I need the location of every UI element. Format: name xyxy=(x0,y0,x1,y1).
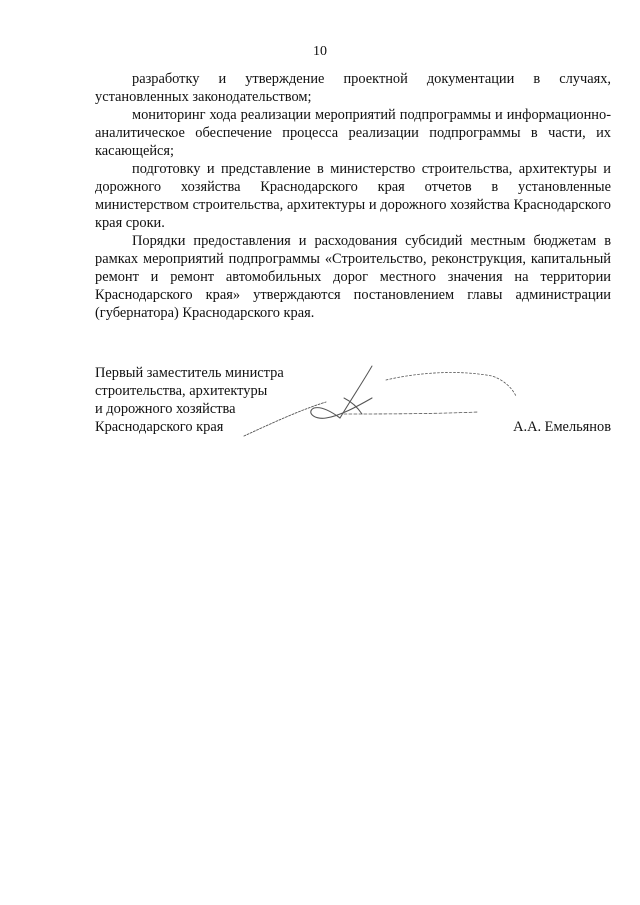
page-number: 10 xyxy=(313,44,327,59)
signatory-position-line: Краснодарского края xyxy=(95,419,224,435)
signatory-position-line: и дорожного хозяйства xyxy=(95,401,236,417)
paragraph-project-documentation: разработку и утверждение проектной документации в случаях, установленных законодательством; xyxy=(95,71,611,105)
paragraph-subsidy-procedures: Порядки предоставления и расходования субсидий местным бюджетам в рамках мероприятий подпрограммы «Строительство, реконструкция, капитальный ремонт и ремонт автомобильных дорог местного значения на территории Краснодарского края» утверждаются постановлением главы администрации (губернатора) Краснодарского края. xyxy=(95,233,611,321)
signatory-position-line: Первый заместитель министра xyxy=(95,365,284,381)
handwritten-signature xyxy=(240,362,540,442)
paragraph-monitoring: мониторинг хода реализации мероприятий подпрограммы и информационно-аналитическое обеспечение процесса реализации подпрограммы в части, их касающейся; xyxy=(95,107,611,159)
paragraph-reports: подготовку и представление в министерство строительства, архитектуры и дорожного хозяйства Краснодарского края отчетов в установленные министерством строительства, архитектуры и дорожного хозяйства Краснодарского края сроки. xyxy=(95,161,611,231)
signatory-name: А.А. Емельянов xyxy=(513,419,611,435)
signatory-position-line: строительства, архитектуры xyxy=(95,383,268,399)
body-text xyxy=(95,70,611,322)
